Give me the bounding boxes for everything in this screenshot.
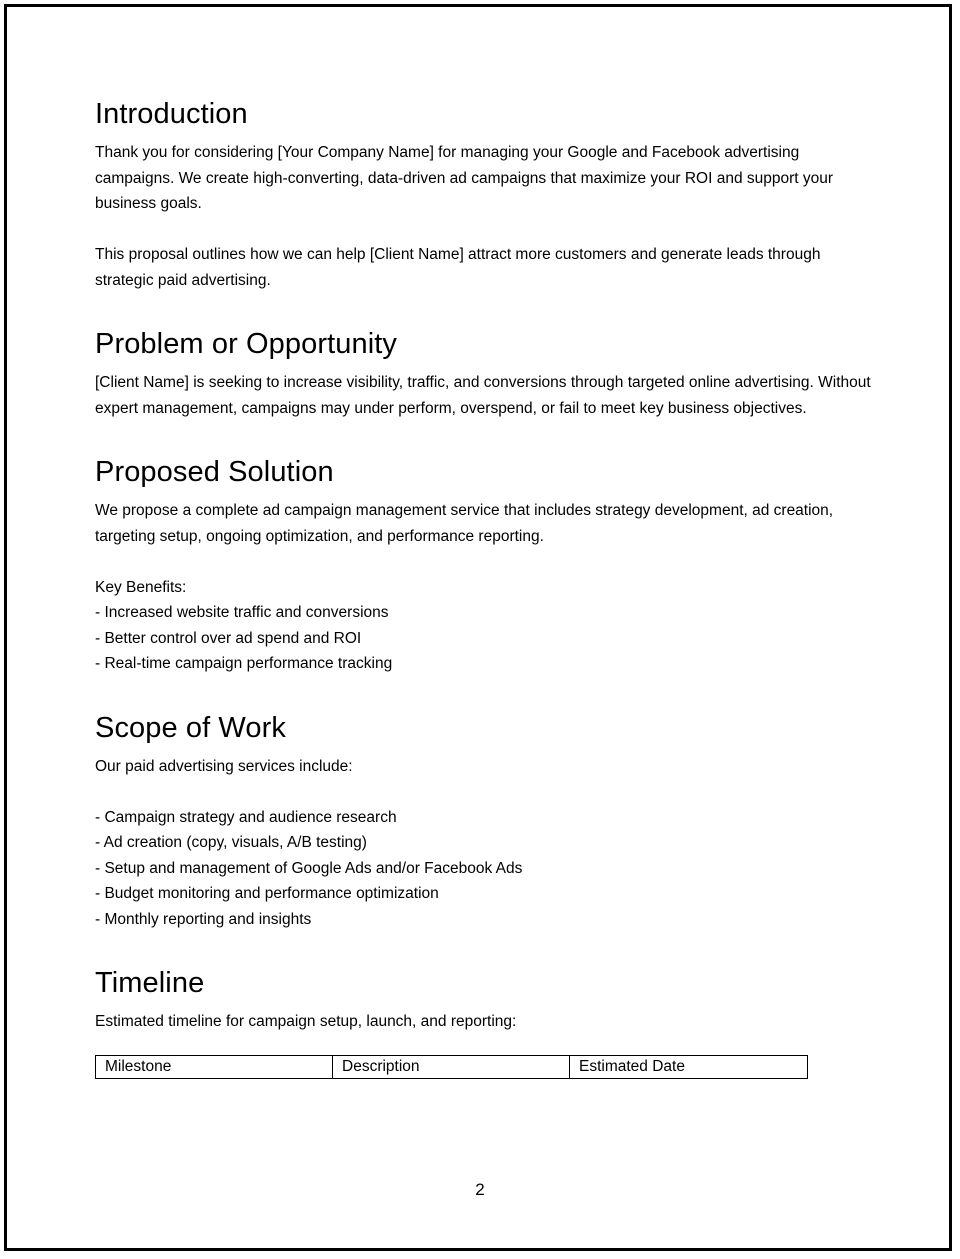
timeline-heading: Timeline	[95, 967, 205, 999]
scope-item: - Campaign strategy and audience research	[95, 808, 397, 826]
key-benefits-label: Key Benefits:	[95, 578, 187, 596]
document-content	[95, 96, 875, 1079]
column-header-milestone: Milestone	[96, 1055, 333, 1078]
solution-heading: Proposed Solution	[95, 456, 334, 488]
scope-intro: Our paid advertising services include:	[95, 757, 353, 775]
problem-paragraph: [Client Name] is seeking to increase visibility, traffic, and conversions through targeted online advertising. Without expert management, campaigns may under perform, overspend, or fail to meet key business objectives.	[95, 374, 871, 417]
timeline-intro: Estimated timeline for campaign setup, launch, and reporting:	[95, 1013, 517, 1030]
benefit-item: - Better control over ad spend and ROI	[95, 629, 362, 647]
introduction-heading: Introduction	[95, 98, 248, 130]
scope-item: - Ad creation (copy, visuals, A/B testing)	[95, 834, 367, 851]
scope-item: - Monthly reporting and insights	[95, 910, 312, 928]
table-header-row	[96, 1055, 808, 1078]
scope-heading: Scope of Work	[95, 711, 286, 744]
solution-paragraph: We propose a complete ad campaign management service that includes strategy development, ad creation, targeting setup, ongoing optimization, and performance reporting.	[95, 502, 834, 545]
column-header-estimated-date: Estimated Date	[570, 1055, 808, 1078]
benefit-item: - Real-time campaign performance tracking	[95, 655, 393, 672]
problem-heading: Problem or Opportunity	[95, 328, 397, 360]
introduction-paragraph-2: This proposal outlines how we can help [Client Name] attract more customers and generate leads through strategic paid advertising.	[95, 246, 821, 289]
benefit-item: - Increased website traffic and conversions	[95, 604, 389, 621]
page-number: 2	[475, 1180, 485, 1199]
introduction-paragraph-1: Thank you for considering [Your Company Name] for managing your Google and Facebook advertising campaigns. We create high-converting, data-driven ad campaigns that maximize your ROI and support your business goals.	[95, 144, 834, 212]
column-header-description: Description	[333, 1055, 570, 1078]
timeline-table	[95, 1055, 808, 1079]
scope-item: - Setup and management of Google Ads and/or Facebook Ads	[95, 859, 523, 877]
scope-item: - Budget monitoring and performance optimization	[95, 885, 439, 902]
